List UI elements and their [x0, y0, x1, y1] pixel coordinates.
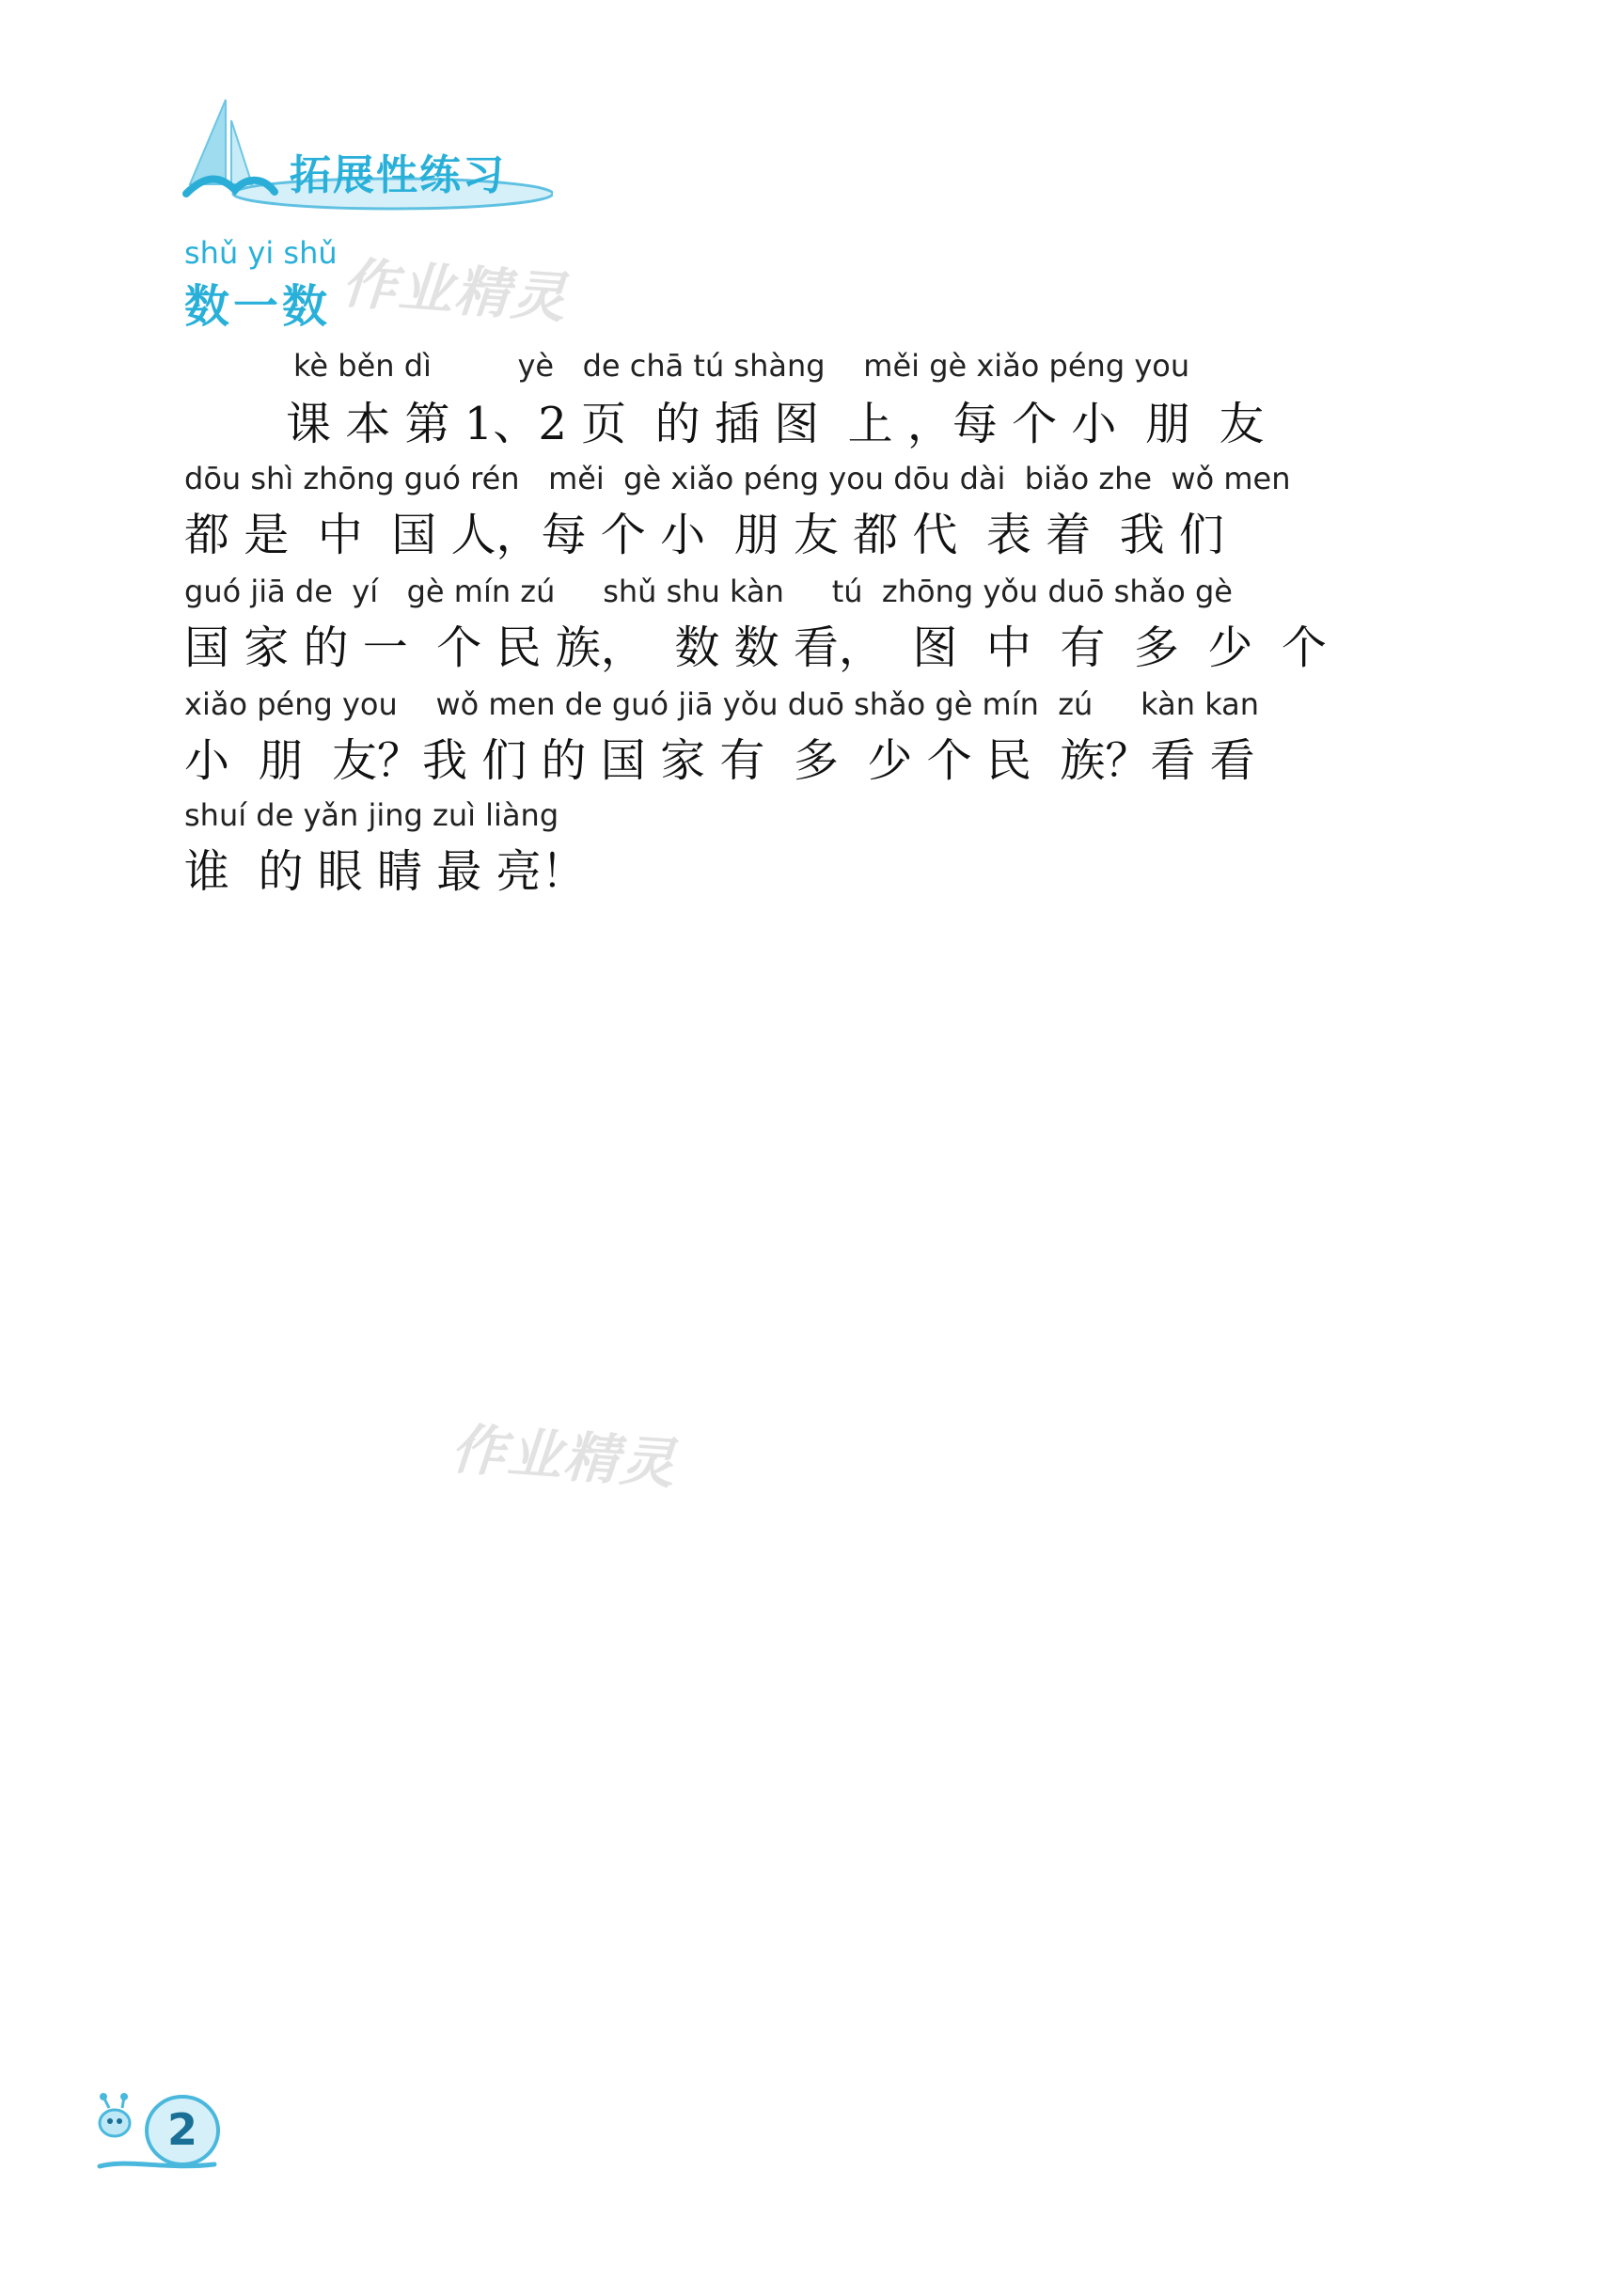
snail-icon — [90, 2093, 222, 2178]
hanzi-line-1: 课 本 第 1、2 页 的 插 图 上 ，每 个 小 朋 友 — [286, 398, 1265, 450]
header-title: 拓展性练习 — [290, 151, 506, 199]
hanzi-line-5: 谁 的 眼 睛 最 亮！ — [184, 845, 587, 898]
pinyin-line-5: shuí de yǎn jing zuì liàng — [184, 797, 559, 833]
pinyin-line-1: kè běn dì yè de chā tú shàng měi gè xiǎo péng you — [293, 348, 1190, 384]
page-number: 2 — [167, 2104, 198, 2155]
pinyin-line-3: guó jiā de yí gè mín zú shǔ shu kàn tú zhōng yǒu duō shǎo gè — [184, 574, 1233, 609]
pinyin-line-4: xiǎo péng you wǒ men de guó jiā yǒu duō shǎo gè mín zú kàn kan — [184, 686, 1260, 722]
watermark: 作业精灵 — [339, 250, 570, 331]
hanzi-line-4: 小 朋 友？我 们 的 国 家 有 多 少 个 民 族？看 看 — [184, 734, 1255, 787]
header-banner — [177, 92, 553, 214]
hanzi-line-3: 国 家 的 一 个 民 族， 数 数 看， 图 中 有 多 少 个 — [184, 621, 1327, 674]
pinyin-line-2: dōu shì zhōng guó rén měi gè xiǎo péng you dōu dài biǎo zhe wǒ men — [184, 461, 1291, 496]
section-pinyin: shǔ yi shǔ — [184, 235, 338, 271]
hanzi-line-2: 都 是 中 国 人，每 个 小 朋 友 都 代 表 着 我 们 — [184, 509, 1224, 561]
watermark: 作业精灵 — [448, 1416, 679, 1497]
section-title: 数一数 — [184, 280, 332, 333]
